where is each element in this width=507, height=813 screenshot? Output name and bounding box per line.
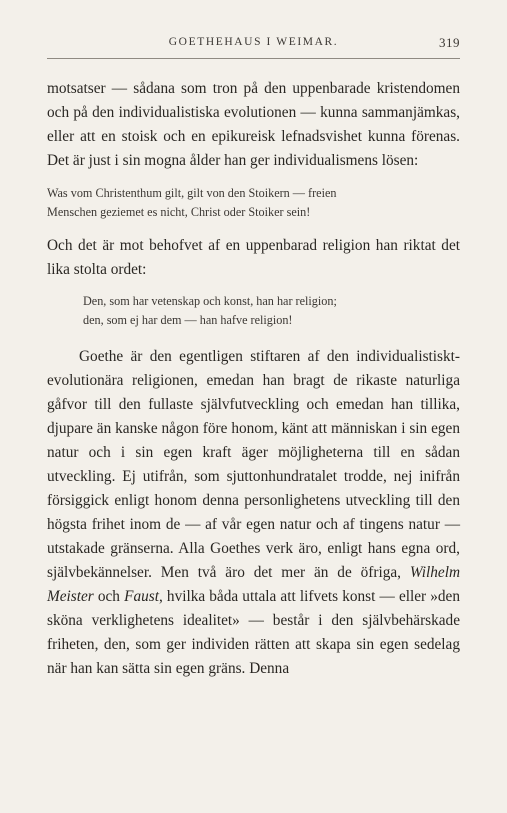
verse-line: Den, som har vetenskap och konst, han har religion; [83,294,337,308]
verse-quote-german [47,184,460,222]
verse-line: Menschen geziemet es nicht, Christ oder Stoiker sein! [47,205,311,219]
page-number: 319 [439,35,460,50]
running-header [47,36,460,58]
paragraph-1: motsatser — sådana som tron på den uppenbarade kristendomen och på den individualistiska evolutionen — kunna sammanjämkas, eller att en stoisk och en epikureisk lefnadsvishet kunna förenas. Det är just i sin mogna ålder han ger individualismens lösen: [47,80,460,169]
verse-quote-swedish [83,292,460,330]
paragraph-text: och [93,588,125,605]
verse-line: Was vom Christenthum gilt, gilt von den Stoikern — freien [47,186,337,200]
paragraph-text: Goethe är den egentligen stiftaren af den individualistiskt-evolutionära religionen, emedan han bragt de rikaste naturliga gåfvor till den fullaste självfutveckling och emedan han tillika, djupare än kanske någon före honom, känt att människan i sin egen natur och i sin egen kraft äger möjligheterna till en sådan utveckling. Ej utifrån, som sjuttonhundratalet trodde, nej inifrån försiggick enligt honom denna personlighetens utveckling till den högsta frihet inom de — af vår egen natur och af tingens natur — utstakade gränserna. Alla Goethes verk äro, enligt hans egna ord, självbekännelser. Men två äro det mer än de öfriga, [47,348,460,581]
verse-line: den, som ej har dem — han hafve religion! [83,313,293,327]
header-rule [47,58,460,59]
paragraph-text: , hvilka båda uttala att lifvets konst — eller »den sköna verklighetens idealitet» — består i den självbehärskade friheten, den, som ger individen rätten att skapa sin egen sedelag när han kan sätta sin egen gräns. Denna [47,588,460,677]
paragraph-3 [47,345,460,681]
paragraph-2: Och det är mot behofvet af en uppenbarad religion han riktat det lika stolta ordet: [47,237,460,278]
work-title: Wilhelm Meister [47,564,460,605]
work-title: Faust [124,588,159,605]
running-title: GOETHEHAUS I WEIMAR. [168,36,339,48]
